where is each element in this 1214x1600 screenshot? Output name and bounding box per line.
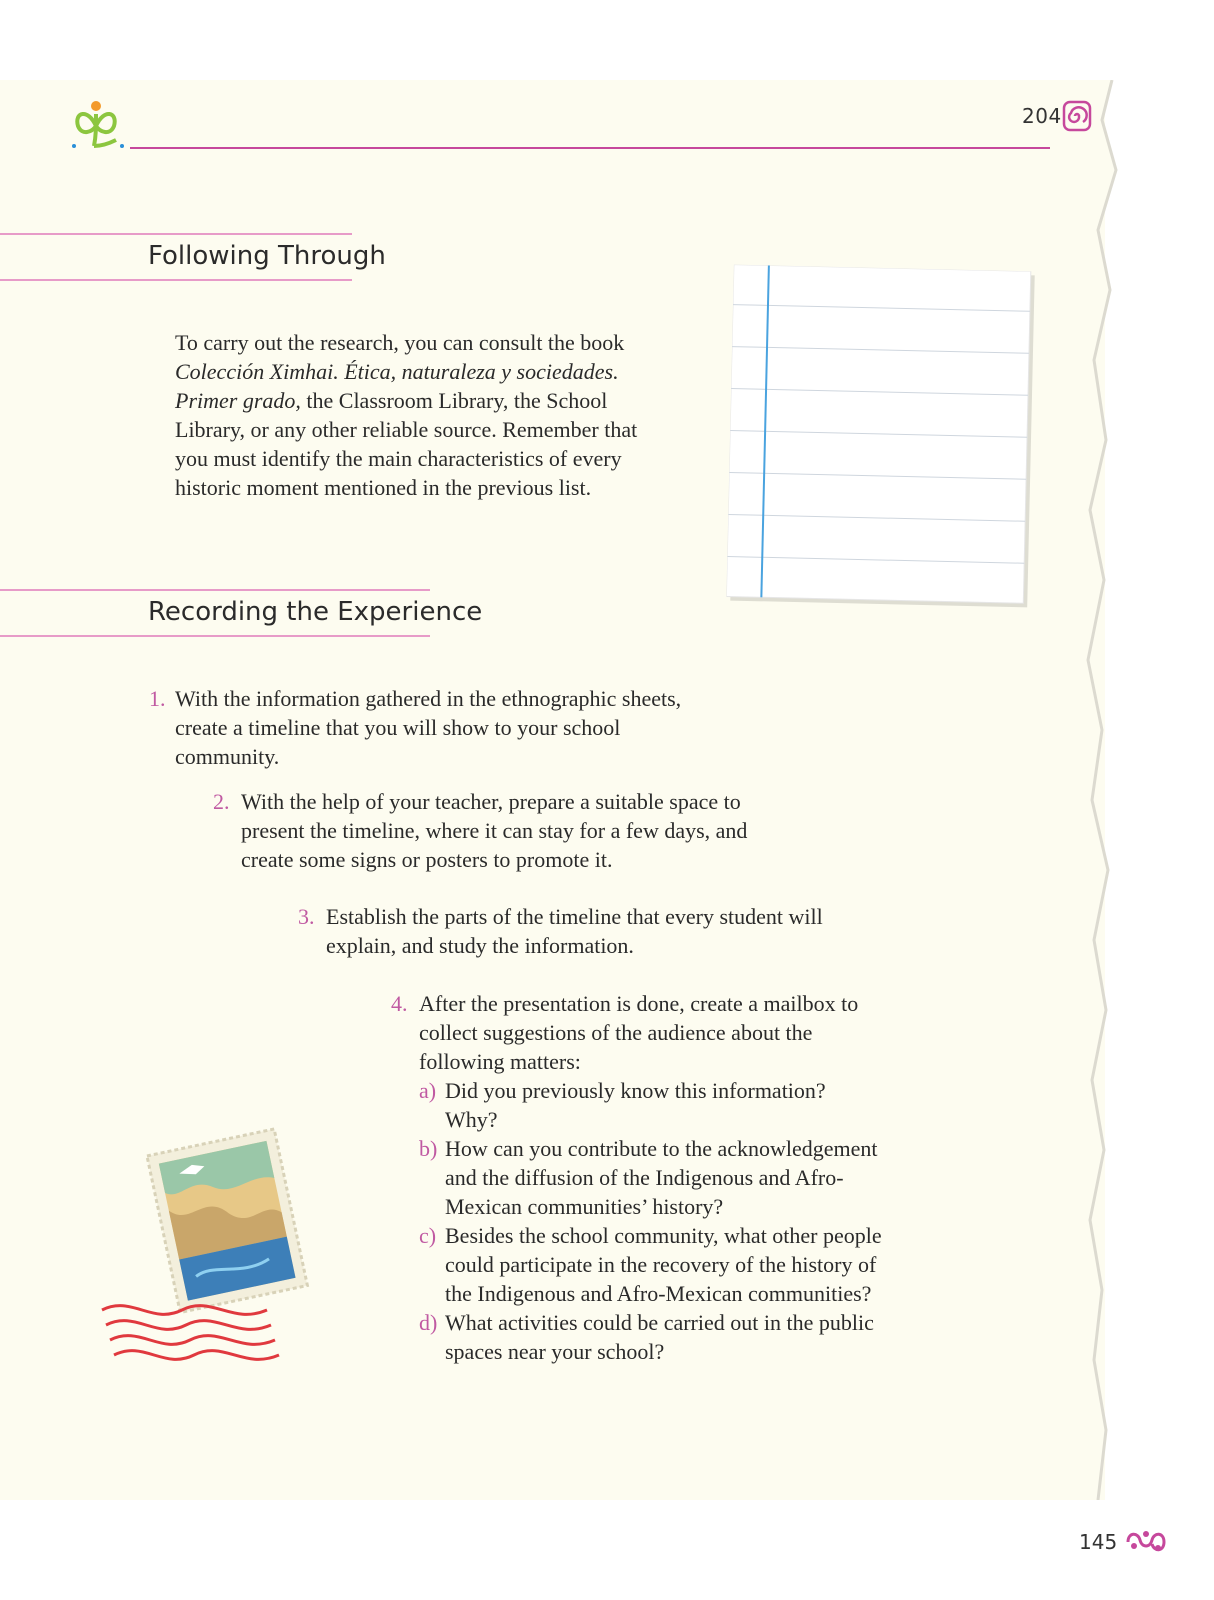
page-number: 145 <box>1079 1530 1118 1554</box>
sub-item: a) Did you previously know this information? Why? <box>419 1078 826 1132</box>
sub-item: d) What activities could be carried out in the public spaces near your school? <box>419 1310 874 1364</box>
ornament-emblem-icon <box>1124 1528 1168 1556</box>
sub-item: c) Besides the school community, what other people could participate in the recovery of the history of the Indigenous and Afro-Mexican communities? <box>419 1223 882 1306</box>
list-item: 3. Establish the parts of the timeline that every student will explain, and study the information. <box>298 904 823 958</box>
section-heading-following-through <box>0 233 386 281</box>
torn-edge-icon <box>1080 80 1140 1500</box>
sprout-logo-icon <box>72 100 128 150</box>
section-title: Following Through <box>148 241 386 271</box>
lined-notepad-icon <box>726 265 1039 612</box>
section-heading-recording-experience <box>0 589 483 637</box>
top-number: 204 <box>1022 104 1062 128</box>
spiral-emblem-icon <box>1062 100 1092 132</box>
section-title: Recording the Experience <box>148 597 483 627</box>
research-paragraph: To carry out the research, you can consult the book Colección Ximhai. Ética, naturaleza y sociedades. Primer grado, the Classroom Library, the School Library, or any other reliable source. Remember that you must identify the main characteristics of every historic moment mentioned in the previous list. <box>175 330 638 500</box>
list-item: 2. With the help of your teacher, prepare a suitable space to present the timeline, where it can stay for a few days, and create some signs or posters to promote it. <box>213 789 748 872</box>
sub-item: b) How can you contribute to the acknowledgement and the diffusion of the Indigenous and Afro-Mexican communities’ history? <box>419 1136 878 1219</box>
list-item: 1. With the information gathered in the ethnographic sheets, create a timeline that you will show to your school community. <box>149 686 682 769</box>
list-item: 4. After the presentation is done, create a mailbox to collect suggestions of the audience about the following matters: a) Did you previously know this information? Why? b) How can you contribute to the acknowledgement and the diffusion of the Indigenous and Afro-Mexican communities’ history? c) Besides the school community, what other people could participate in the recovery of the history of the Indigenous and Afro-Mexican communities? d) What activities could be carried out in the public spaces near your school? <box>419 989 909 1366</box>
header-rule <box>130 147 1050 149</box>
postage-stamp-icon <box>92 1120 332 1370</box>
